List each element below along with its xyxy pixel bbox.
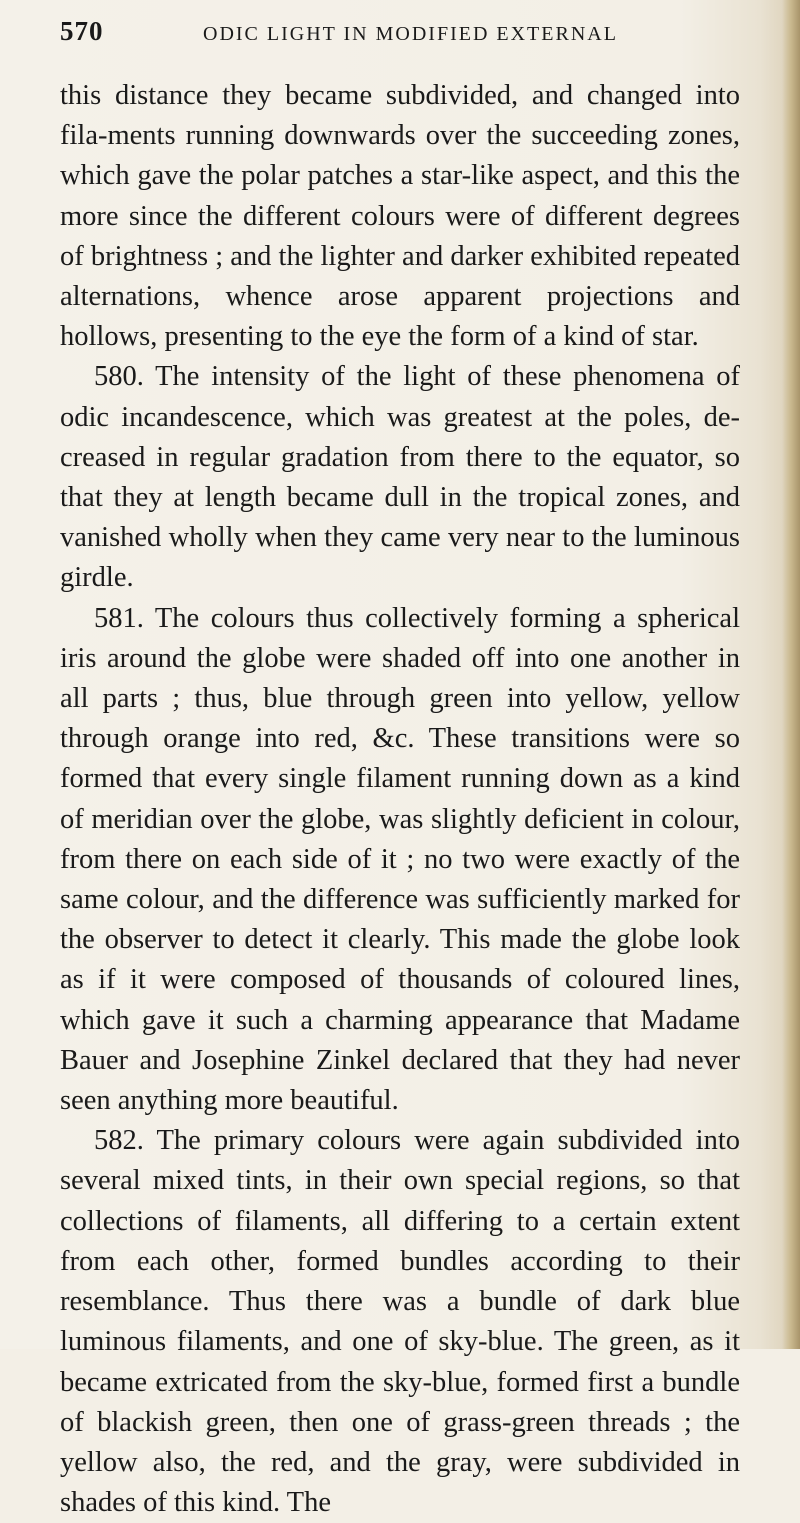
page-binding-edge bbox=[782, 0, 800, 1349]
paragraph-580: 580. The intensity of the light of these phenomena of odic incandescence, which was greatest at the poles, de-creased in regular gradation from there to the equator, so that they at length became dull in the tropical zones, and vanished wholly when they came very near to the luminous girdle. bbox=[60, 361, 740, 594]
paragraph-581: 581. The colours thus collectively forming a spherical iris around the globe were shaded off into one another in all parts ; thus, blue through green into yellow, yellow through orange into red, &c. These transitions were so formed that every single filament running down as a kind of meridian over the globe, was slightly deficient in colour, from there on each side of it ; no two were exactly of the same colour, and the difference was sufficiently marked for the observer to detect it clearly. This made the globe look as if it were composed of thousands of coloured lines, which gave it such a charming appearance that Madame Bauer and Josephine Zinkel declared that they had never seen anything more beautiful. bbox=[60, 602, 740, 1117]
running-head-title: ODIC LIGHT IN MODIFIED EXTERNAL bbox=[203, 23, 618, 45]
body-text bbox=[60, 76, 740, 1523]
page-number: 570 bbox=[60, 16, 104, 46]
paragraph-582: 582. The primary colours were again subdivided into several mixed tints, in their own special regions, so that collections of filaments, all differing to a certain extent from each other, formed bundles according to their resemblance. Thus there was a bundle of dark blue luminous filaments, and one of sky-blue. The green, as it became extricated from the sky-blue, formed first a bundle of blackish green, then one of grass-green threads ; the yellow also, the red, and the gray, were subdivided in shades of this kind. The bbox=[60, 1125, 740, 1519]
running-head bbox=[60, 16, 780, 56]
paragraph-continuation: this distance they became subdivided, and changed into fila-ments running downwards over the succeeding zones, which gave the polar patches a star-like aspect, and this the more since the different colours were of different degrees of brightness ; and the lighter and darker exhibited repeated alternations, whence arose apparent projections and hollows, presenting to the eye the form of a kind of star. bbox=[60, 80, 740, 353]
